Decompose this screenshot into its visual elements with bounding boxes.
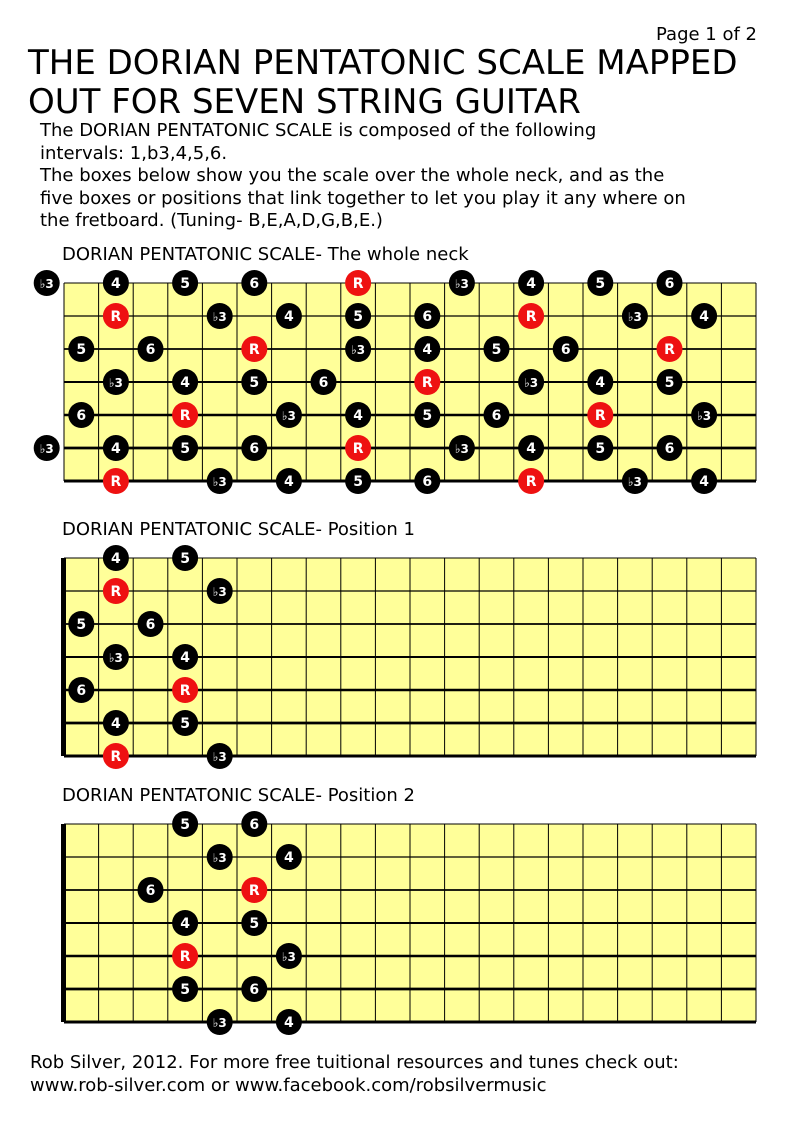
note-label: R [664, 342, 675, 358]
note-label: ♭3 [697, 409, 712, 423]
footer-links: www.rob-silver.com or www.facebook.com/robsilvermusic [30, 1075, 547, 1096]
note-label: 6 [249, 982, 260, 998]
scale-note-marker [553, 336, 579, 362]
intro-line: intervals: 1,b3,4,5,6. [40, 142, 228, 164]
note-label: ♭3 [627, 475, 642, 489]
scale-note-marker [241, 270, 267, 296]
scale-note-marker [691, 468, 717, 494]
note-label: 6 [422, 309, 433, 325]
note-label: 5 [595, 441, 606, 457]
note-label: 6 [145, 617, 156, 633]
note-label: ♭3 [627, 310, 642, 324]
note-label: 6 [145, 883, 156, 899]
note-label: 5 [422, 408, 433, 424]
note-label: 6 [145, 342, 156, 358]
scale-note-marker [207, 578, 233, 604]
note-label: 5 [76, 342, 87, 358]
note-label: 4 [284, 850, 294, 866]
scale-note-marker [172, 910, 198, 936]
note-label: R [525, 474, 537, 490]
note-label: 6 [560, 342, 571, 358]
note-label: R [110, 749, 122, 765]
fretboard [61, 545, 756, 769]
note-label: ♭3 [212, 585, 227, 599]
intro-line: The boxes below show you the scale over the whole neck, and as the [40, 165, 665, 186]
scale-note-marker [276, 1009, 302, 1035]
scale-note-marker [68, 402, 94, 428]
note-label: R [110, 474, 122, 490]
note-label: 6 [318, 375, 329, 391]
scale-note-marker [311, 369, 337, 395]
note-label: ♭3 [212, 310, 227, 324]
note-label: ♭3 [108, 376, 123, 390]
scale-note-marker [241, 435, 267, 461]
note-label: 5 [595, 276, 606, 292]
scale-note-marker [587, 435, 613, 461]
note-label: R [248, 883, 260, 899]
note-label: 4 [180, 650, 190, 666]
scale-note-marker [138, 611, 164, 637]
note-label: R [248, 342, 260, 358]
note-label: 4 [353, 408, 363, 424]
note-label: 4 [526, 441, 536, 457]
note-label: 5 [180, 441, 190, 457]
scale-note-marker [449, 435, 475, 461]
root-note-marker [657, 336, 683, 362]
note-label: 4 [111, 551, 121, 567]
note-label: 4 [526, 276, 536, 292]
note-label: ♭3 [212, 1016, 227, 1030]
note-label: 5 [353, 474, 363, 490]
note-label: 5 [664, 375, 675, 391]
note-label: ♭3 [351, 343, 366, 357]
intro-line: the fretboard. (Tuning- B,E,A,D,G,B,E.) [40, 210, 383, 231]
note-label: 4 [111, 276, 121, 292]
scale-note-marker [345, 336, 371, 362]
scale-note-marker [276, 303, 302, 329]
scale-note-marker [518, 270, 544, 296]
note-label: R [594, 408, 606, 424]
diagram-heading-position-2: DORIAN PENTATONIC SCALE- Position 2 [62, 785, 415, 806]
note-label: 6 [422, 474, 433, 490]
scale-note-marker [68, 611, 94, 637]
root-note-marker [172, 943, 198, 969]
scale-note-marker [172, 811, 198, 837]
scale-note-marker [276, 943, 302, 969]
scale-note-marker [449, 270, 475, 296]
note-label: ♭3 [212, 750, 227, 764]
note-label: R [525, 309, 537, 325]
scale-note-marker [414, 402, 440, 428]
note-label: 5 [180, 276, 190, 292]
root-note-marker [345, 270, 371, 296]
scale-note-marker [345, 303, 371, 329]
scale-note-marker [241, 811, 267, 837]
scale-note-marker [172, 545, 198, 571]
scale-note-marker [207, 844, 233, 870]
note-label: 4 [422, 342, 433, 358]
note-label: R [352, 276, 364, 292]
root-note-marker [241, 336, 267, 362]
note-label: 5 [249, 916, 260, 932]
scale-note-marker [34, 435, 60, 461]
nut [61, 824, 66, 1022]
note-label: R [110, 584, 122, 600]
scale-note-marker [207, 303, 233, 329]
scale-note-marker [587, 369, 613, 395]
scale-note-marker [587, 270, 613, 296]
scale-note-marker [138, 877, 164, 903]
note-label: 4 [180, 375, 190, 391]
note-label: 6 [664, 441, 675, 457]
fretboard [61, 811, 756, 1035]
scale-note-marker [103, 369, 129, 395]
note-label: ♭3 [108, 651, 123, 665]
scale-note-marker [172, 976, 198, 1002]
note-label: 4 [284, 309, 294, 325]
root-note-marker [103, 468, 129, 494]
scale-note-marker [518, 435, 544, 461]
scale-note-marker [484, 336, 510, 362]
scale-note-marker [276, 844, 302, 870]
root-note-marker [172, 402, 198, 428]
scale-note-marker [657, 270, 683, 296]
scale-note-marker [276, 468, 302, 494]
scale-note-marker [34, 270, 60, 296]
scale-note-marker [241, 910, 267, 936]
note-label: ♭3 [39, 277, 54, 291]
root-note-marker [518, 303, 544, 329]
note-label: 4 [111, 716, 121, 732]
root-note-marker [172, 677, 198, 703]
scale-note-marker [518, 369, 544, 395]
title-line-2: OUT FOR SEVEN STRING GUITAR [28, 82, 581, 122]
scale-note-marker [68, 336, 94, 362]
note-label: ♭3 [39, 442, 54, 456]
note-label: 6 [249, 441, 260, 457]
note-label: 5 [180, 982, 190, 998]
note-label: 4 [111, 441, 121, 457]
note-label: 5 [76, 617, 87, 633]
scale-note-marker [172, 369, 198, 395]
scale-note-marker [103, 644, 129, 670]
diagram-heading-position-1: DORIAN PENTATONIC SCALE- Position 1 [62, 519, 415, 540]
scale-note-marker [172, 270, 198, 296]
scale-note-marker [276, 402, 302, 428]
note-label: ♭3 [454, 442, 469, 456]
note-label: 4 [284, 474, 294, 490]
scale-note-marker [207, 743, 233, 769]
scale-note-marker [657, 435, 683, 461]
scale-note-marker [345, 468, 371, 494]
note-label: 5 [180, 817, 190, 833]
scale-note-marker [103, 435, 129, 461]
note-label: 4 [180, 916, 190, 932]
root-note-marker [587, 402, 613, 428]
root-note-marker [518, 468, 544, 494]
root-note-marker [103, 578, 129, 604]
note-label: 4 [595, 375, 606, 391]
scale-note-marker [172, 644, 198, 670]
scale-note-marker [103, 710, 129, 736]
note-label: 6 [664, 276, 675, 292]
scale-note-marker [657, 369, 683, 395]
note-label: 6 [491, 408, 502, 424]
scale-note-marker [691, 303, 717, 329]
scale-note-marker [207, 1009, 233, 1035]
note-label: 4 [284, 1015, 294, 1031]
note-label: ♭3 [281, 950, 296, 964]
scale-note-marker [414, 303, 440, 329]
note-label: 4 [699, 309, 709, 325]
note-label: R [421, 375, 433, 391]
scale-note-marker [207, 468, 233, 494]
note-label: 6 [249, 817, 260, 833]
root-note-marker [103, 743, 129, 769]
nut [61, 558, 66, 756]
note-label: R [179, 408, 191, 424]
scale-note-marker [241, 976, 267, 1002]
note-label: ♭3 [212, 851, 227, 865]
note-label: R [179, 683, 191, 699]
scale-note-marker [172, 435, 198, 461]
scale-note-marker [138, 336, 164, 362]
scale-note-marker [414, 336, 440, 362]
root-note-marker [241, 877, 267, 903]
scale-note-marker [103, 270, 129, 296]
scale-note-marker [484, 402, 510, 428]
note-label: R [179, 949, 191, 965]
note-label: 5 [180, 716, 190, 732]
scale-note-marker [103, 545, 129, 571]
note-label: ♭3 [212, 475, 227, 489]
diagram-heading-whole-neck: DORIAN PENTATONIC SCALE- The whole neck [62, 244, 469, 265]
note-label: 5 [491, 342, 502, 358]
note-label: 6 [249, 276, 260, 292]
note-label: 6 [76, 408, 87, 424]
scale-note-marker [172, 710, 198, 736]
note-label: ♭3 [524, 376, 539, 390]
note-label: R [352, 441, 364, 457]
footer [30, 1051, 679, 1097]
note-label: 6 [76, 683, 87, 699]
root-note-marker [414, 369, 440, 395]
intro-line: The DORIAN PENTATONIC SCALE is composed of the following [40, 120, 597, 141]
note-label: 5 [180, 551, 190, 567]
note-label: ♭3 [454, 277, 469, 291]
fretboard [34, 270, 756, 494]
note-label: R [110, 309, 122, 325]
scale-note-marker [68, 677, 94, 703]
root-note-marker [345, 435, 371, 461]
scale-note-marker [414, 468, 440, 494]
scale-note-marker [691, 402, 717, 428]
root-note-marker [103, 303, 129, 329]
scale-note-marker [241, 369, 267, 395]
intro-line: five boxes or positions that link together to let you play it any where on [40, 187, 686, 209]
title-line-1: THE DORIAN PENTATONIC SCALE MAPPED [28, 43, 738, 83]
page-number: Page 1 of 2 [656, 24, 757, 45]
note-label: 4 [699, 474, 709, 490]
note-label: ♭3 [281, 409, 296, 423]
note-label: 5 [353, 309, 363, 325]
scale-note-marker [345, 402, 371, 428]
note-label: 5 [249, 375, 260, 391]
scale-note-marker [622, 303, 648, 329]
scale-note-marker [622, 468, 648, 494]
footer-credit: Rob Silver, 2012. For more free tuitional resources and tunes check out: [30, 1052, 679, 1073]
